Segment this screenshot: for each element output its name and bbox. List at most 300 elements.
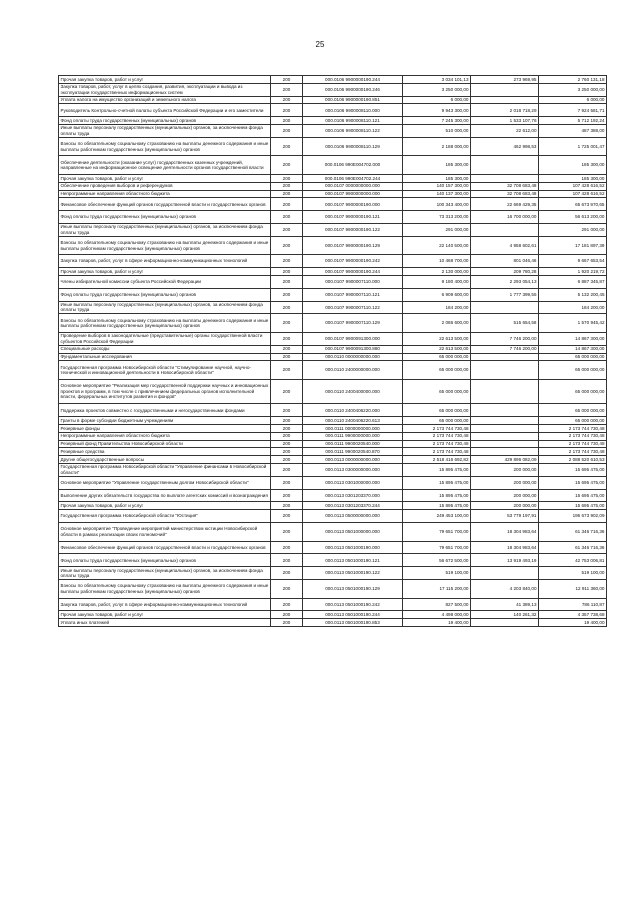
row-code-cell: 000.0107 9900000190.244 — [303, 268, 403, 276]
row-rest-cell: 6 000,00 — [539, 96, 607, 104]
table-row — [59, 489, 607, 502]
table-row — [59, 124, 607, 137]
row-name-cell: Основное мероприятие "Проведение мероприятий министерством юстиции Новосибирской области в рамках реализации своих полномочий" — [59, 522, 271, 541]
row-gr-cell: 200 — [271, 332, 303, 345]
table-row — [59, 611, 607, 619]
row-code-cell: 000.0107 9900000190.129 — [303, 236, 403, 255]
table-row — [59, 268, 607, 276]
row-code-cell: 000.0113 0501000190.000 — [303, 541, 403, 554]
row-rest-cell: 185 300,00 — [539, 174, 607, 182]
table-row — [59, 522, 607, 541]
row-code-cell: 000.0106 9900000190.244 — [303, 76, 403, 84]
row-rest-cell: 2 173 744 730,48 — [539, 440, 607, 448]
table-row — [59, 425, 607, 433]
row-code-cell: 000.0107 9900007110.129 — [303, 314, 403, 333]
row-gr-cell: 200 — [271, 314, 303, 333]
row-gr-cell: 200 — [271, 182, 303, 190]
row-exec-cell: 200 000,00 — [471, 489, 539, 502]
row-plan-cell: 2 086 600,00 — [403, 314, 471, 333]
row-rest-cell: 4 357 738,68 — [539, 611, 607, 619]
row-exec-cell — [471, 96, 539, 104]
row-rest-cell: 107 428 616,52 — [539, 182, 607, 190]
row-rest-cell: 5 712 192,24 — [539, 117, 607, 125]
row-name-cell: Уплата налога на имущество организаций и земельного налога — [59, 96, 271, 104]
row-plan-cell: 4 498 000,00 — [403, 611, 471, 619]
row-plan-cell: 827 500,00 — [403, 598, 471, 611]
row-code-cell: 000.0110 2400000000.000 — [303, 361, 403, 380]
row-code-cell: 000.0113 0301000000.000 — [303, 476, 403, 489]
row-code-cell: 000.0113 0501000190.244 — [303, 611, 403, 619]
row-rest-cell: 2 760 131,18 — [539, 76, 607, 84]
row-gr-cell: 200 — [271, 567, 303, 580]
row-exec-cell: 16 700 000,00 — [471, 211, 539, 224]
row-plan-cell: 15 895 475,00 — [403, 476, 471, 489]
row-exec-cell: 200 000,00 — [471, 502, 539, 510]
row-gr-cell: 200 — [271, 117, 303, 125]
row-exec-cell: 200 000,00 — [471, 476, 539, 489]
row-rest-cell: 15 695 475,00 — [539, 489, 607, 502]
row-rest-cell: 65 000 000,00 — [539, 379, 607, 404]
row-code-cell: 000.0107 9900000190.242 — [303, 255, 403, 268]
row-exec-cell: 13 919 493,19 — [471, 554, 539, 567]
row-rest-cell: 56 613 200,00 — [539, 211, 607, 224]
row-rest-cell: 2 173 744 730,48 — [539, 448, 607, 456]
row-code-cell: 000.0106 9900008110.121 — [303, 117, 403, 125]
row-exec-cell: 32 708 683,48 — [471, 182, 539, 190]
row-name-cell: Гранты в форме субсидии бюджетным учреждениям — [59, 417, 271, 425]
row-exec-cell: 462 998,53 — [471, 137, 539, 156]
row-code-cell: 000.0113 0501000190.129 — [303, 579, 403, 598]
table-row — [59, 137, 607, 156]
row-plan-cell: 22 140 500,00 — [403, 236, 471, 255]
row-gr-cell: 200 — [271, 156, 303, 175]
row-gr-cell: 200 — [271, 174, 303, 182]
row-plan-cell: 79 651 700,00 — [403, 522, 471, 541]
table-row — [59, 236, 607, 255]
row-gr-cell: 200 — [271, 137, 303, 156]
row-code-cell: 000.0106 9900000190.246 — [303, 83, 403, 96]
row-exec-cell — [471, 361, 539, 380]
row-exec-cell: 2 018 718,29 — [471, 104, 539, 117]
row-name-cell: Иные выплаты персоналу государственных (муниципальных) органов, за исключением фонда оплаты труда — [59, 567, 271, 580]
row-gr-cell: 200 — [271, 190, 303, 198]
row-rest-cell: 65 000 000,00 — [539, 417, 607, 425]
row-exec-cell: 18 304 983,64 — [471, 541, 539, 554]
row-plan-cell: 22 613 500,00 — [403, 332, 471, 345]
row-gr-cell: 200 — [271, 124, 303, 137]
row-name-cell: Прочая закупка товаров, работ и услуг — [59, 174, 271, 182]
page-number: 25 — [315, 40, 325, 49]
row-gr-cell: 200 — [271, 353, 303, 361]
row-rest-cell: 12 911 360,00 — [539, 579, 607, 598]
table-row — [59, 510, 607, 523]
row-name-cell: Иные выплаты персоналу государственных (муниципальных) органов, за исключением фонда оплаты труда — [59, 301, 271, 314]
row-plan-cell: 65 000 000,00 — [403, 361, 471, 380]
row-exec-cell: 429 896 082,09 — [471, 456, 539, 464]
row-plan-cell: 79 651 700,00 — [403, 541, 471, 554]
row-name-cell: Иные выплаты персоналу государственных (муниципальных) органов, за исключением фонда оплаты труда — [59, 223, 271, 236]
row-name-cell: Уплата иных платежей — [59, 619, 271, 627]
row-gr-cell: 200 — [271, 440, 303, 448]
row-name-cell: Резервный фонд Правительства Новосибирской области — [59, 440, 271, 448]
row-plan-cell: 140 137 300,00 — [403, 190, 471, 198]
row-rest-cell: 2 088 520 610,53 — [539, 456, 607, 464]
row-gr-cell: 200 — [271, 379, 303, 404]
row-exec-cell — [471, 567, 539, 580]
row-code-cell: 000.0113 0501000000.000 — [303, 522, 403, 541]
table-row — [59, 288, 607, 301]
row-code-cell: 000.0113 0301203370.244 — [303, 502, 403, 510]
row-code-cell: 000.0107 9900000000.000 — [303, 190, 403, 198]
row-rest-cell: 42 753 006,81 — [539, 554, 607, 567]
row-rest-cell: 3 250 000,00 — [539, 83, 607, 96]
row-exec-cell: 4 958 602,61 — [471, 236, 539, 255]
table-row — [59, 96, 607, 104]
row-code-cell: 000.0113 0501000190.853 — [303, 619, 403, 627]
row-gr-cell: 200 — [271, 275, 303, 288]
row-rest-cell: 184 200,00 — [539, 301, 607, 314]
row-name-cell: Фонд оплаты труда государственных (муниципальных) органов — [59, 211, 271, 224]
row-name-cell: Фундаментальные исследования — [59, 353, 271, 361]
row-gr-cell: 200 — [271, 611, 303, 619]
row-exec-cell: 801 046,46 — [471, 255, 539, 268]
row-name-cell: Взносы по обязательному социальному страхованию на выплаты денежного содержания и иные выплаты работникам государственных (муниципальных) органов — [59, 236, 271, 255]
row-plan-cell: 249 453 100,00 — [403, 510, 471, 523]
table-row — [59, 211, 607, 224]
row-code-cell: 000.0113 0301203370.000 — [303, 489, 403, 502]
row-exec-cell: 1 777 399,55 — [471, 288, 539, 301]
table-row — [59, 404, 607, 417]
table-row — [59, 456, 607, 464]
row-rest-cell: 1 920 219,72 — [539, 268, 607, 276]
row-exec-cell — [471, 379, 539, 404]
row-plan-cell: 17 115 200,00 — [403, 579, 471, 598]
row-plan-cell: 65 000 000,00 — [403, 404, 471, 417]
row-name-cell: Другие общегосударственные вопросы — [59, 456, 271, 464]
row-name-cell: Поддержка проектов совместно с государственными и негосударственными фондами — [59, 404, 271, 417]
row-code-cell: 000.0113 0501000190.242 — [303, 598, 403, 611]
row-exec-cell — [471, 440, 539, 448]
row-name-cell: Специальные расходы — [59, 345, 271, 353]
table-row — [59, 432, 607, 440]
row-gr-cell: 200 — [271, 579, 303, 598]
row-code-cell: 000.0107 9900000190.121 — [303, 211, 403, 224]
row-code-cell: 000.0111 9900000000.000 — [303, 432, 403, 440]
row-name-cell: Взносы по обязательному социальному страхованию на выплаты денежного содержания и иные выплаты работникам государственных (муниципальных) органов — [59, 137, 271, 156]
row-rest-cell: 15 695 475,00 — [539, 476, 607, 489]
row-code-cell: 000.0107 9900000190.000 — [303, 198, 403, 211]
table-row — [59, 156, 607, 175]
row-code-cell: 000.0113 0501000190.122 — [303, 567, 403, 580]
table-row — [59, 76, 607, 84]
row-gr-cell: 200 — [271, 268, 303, 276]
row-rest-cell: 185 300,00 — [539, 156, 607, 175]
row-gr-cell: 200 — [271, 619, 303, 627]
row-gr-cell: 200 — [271, 463, 303, 476]
row-code-cell: 000.0111 9900020540.870 — [303, 448, 403, 456]
table-row — [59, 476, 607, 489]
table-row — [59, 448, 607, 456]
row-name-cell: Резервные фонды — [59, 425, 271, 433]
row-plan-cell: 65 000 000,00 — [403, 417, 471, 425]
row-plan-cell: 10 468 700,00 — [403, 255, 471, 268]
row-gr-cell: 200 — [271, 432, 303, 440]
row-gr-cell: 200 — [271, 456, 303, 464]
row-rest-cell: 65 000 000,00 — [539, 353, 607, 361]
row-code-cell: 000.0107 9900091300.880 — [303, 345, 403, 353]
row-gr-cell: 200 — [271, 236, 303, 255]
row-name-cell: Непрограммные направления областного бюджета — [59, 432, 271, 440]
row-plan-cell: 15 895 475,00 — [403, 463, 471, 476]
row-plan-cell: 2 173 744 730,48 — [403, 425, 471, 433]
row-gr-cell: 200 — [271, 476, 303, 489]
row-code-cell: 000.0107 9900007110.000 — [303, 275, 403, 288]
table-row — [59, 579, 607, 598]
table-row — [59, 255, 607, 268]
row-exec-cell: 209 780,28 — [471, 268, 539, 276]
row-exec-cell: 53 779 197,91 — [471, 510, 539, 523]
row-code-cell: 000.0111 9900020540.000 — [303, 440, 403, 448]
table-row — [59, 275, 607, 288]
table-row — [59, 619, 607, 627]
table-row — [59, 361, 607, 380]
row-name-cell: Руководитель Контрольно-счетной палаты субъекта Российской Федерации и его заместители — [59, 104, 271, 117]
row-code-cell: 000.0106 9900008110.129 — [303, 137, 403, 156]
row-plan-cell: 65 000 000,00 — [403, 353, 471, 361]
row-gr-cell: 200 — [271, 211, 303, 224]
row-code-cell: 000.0107 9900007110.122 — [303, 301, 403, 314]
row-exec-cell — [471, 353, 539, 361]
table-row — [59, 117, 607, 125]
row-rest-cell: 19 400,00 — [539, 619, 607, 627]
row-rest-cell: 7 924 581,71 — [539, 104, 607, 117]
row-plan-cell: 3 250 000,00 — [403, 83, 471, 96]
row-rest-cell: 65 000 000,00 — [539, 404, 607, 417]
table-row — [59, 502, 607, 510]
row-rest-cell: 291 000,00 — [539, 223, 607, 236]
row-exec-cell: 41 389,13 — [471, 598, 539, 611]
row-plan-cell: 6 000,00 — [403, 96, 471, 104]
row-plan-cell: 73 313 200,00 — [403, 211, 471, 224]
row-exec-cell: 7 746 200,00 — [471, 345, 539, 353]
row-name-cell: Закупка товаров, работ, услуг в сфере информационно-коммуникационных технологий — [59, 598, 271, 611]
row-rest-cell: 61 346 716,36 — [539, 541, 607, 554]
row-exec-cell — [471, 174, 539, 182]
table-row — [59, 345, 607, 353]
row-plan-cell: 510 000,00 — [403, 124, 471, 137]
row-code-cell: 000.0106 990Е004702.244 — [303, 174, 403, 182]
row-rest-cell: 5 132 200,45 — [539, 288, 607, 301]
row-plan-cell: 6 909 600,00 — [403, 288, 471, 301]
row-code-cell: 000.0113 0000000000.000 — [303, 456, 403, 464]
row-exec-cell: 200 000,00 — [471, 463, 539, 476]
row-code-cell: 000.0110 2400406220.613 — [303, 417, 403, 425]
row-name-cell: Иные выплаты персоналу государственных (муниципальных) органов, за исключением фонда оплаты труда — [59, 124, 271, 137]
row-gr-cell: 200 — [271, 288, 303, 301]
row-name-cell: Проведение выборов в законодательные (представительные) органы государственной власти субъектов Российской Федерации — [59, 332, 271, 345]
row-name-cell: Основное мероприятие "Управление государственным долгом Новосибирской области" — [59, 476, 271, 489]
row-gr-cell: 200 — [271, 489, 303, 502]
table-row — [59, 198, 607, 211]
row-gr-cell: 200 — [271, 104, 303, 117]
row-plan-cell: 2 173 744 730,48 — [403, 440, 471, 448]
table-row — [59, 301, 607, 314]
row-code-cell: 000.0113 0500000000.000 — [303, 510, 403, 523]
row-plan-cell: 15 895 475,00 — [403, 489, 471, 502]
row-plan-cell: 185 300,00 — [403, 156, 471, 175]
row-exec-cell: 22 612,00 — [471, 124, 539, 137]
row-code-cell: 000.0106 9900008110.000 — [303, 104, 403, 117]
table-row — [59, 567, 607, 580]
table-row — [59, 598, 607, 611]
row-rest-cell: 6 887 345,87 — [539, 275, 607, 288]
row-rest-cell: 15 695 475,00 — [539, 463, 607, 476]
row-gr-cell: 200 — [271, 76, 303, 84]
row-name-cell: Закупка товаров, работ, услуг в сфере информационно-коммуникационных технологий — [59, 255, 271, 268]
row-code-cell: 000.0107 9900007110.121 — [303, 288, 403, 301]
row-code-cell: 000.0106 9900008110.122 — [303, 124, 403, 137]
row-plan-cell: 291 000,00 — [403, 223, 471, 236]
row-rest-cell: 1 725 001,47 — [539, 137, 607, 156]
row-gr-cell: 200 — [271, 198, 303, 211]
row-exec-cell — [471, 425, 539, 433]
row-name-cell: Прочая закупка товаров, работ и услуг — [59, 268, 271, 276]
row-gr-cell: 200 — [271, 522, 303, 541]
row-gr-cell: 200 — [271, 425, 303, 433]
row-exec-cell — [471, 223, 539, 236]
row-exec-cell — [471, 432, 539, 440]
row-exec-cell: 273 969,95 — [471, 76, 539, 84]
row-exec-cell: 22 669 429,35 — [471, 198, 539, 211]
row-exec-cell — [471, 619, 539, 627]
row-name-cell: Фонд оплаты труда государственных (муниципальных) органов — [59, 288, 271, 301]
row-name-cell: Фонд оплаты труда государственных (муниципальных) органов — [59, 117, 271, 125]
row-gr-cell: 200 — [271, 361, 303, 380]
row-exec-cell — [471, 156, 539, 175]
row-gr-cell: 200 — [271, 223, 303, 236]
row-name-cell: Государственная программа Новосибирской области "Стимулирование научной, научно-технической и инновационной деятельности в Новосибирской области" — [59, 361, 271, 380]
row-code-cell: 000.0111 0000000000.000 — [303, 425, 403, 433]
row-rest-cell: 15 695 475,00 — [539, 502, 607, 510]
row-rest-cell: 487 388,00 — [539, 124, 607, 137]
row-plan-cell: 65 000 000,00 — [403, 379, 471, 404]
row-name-cell: Резервные средства — [59, 448, 271, 456]
row-gr-cell: 200 — [271, 448, 303, 456]
row-name-cell: Прочая закупка товаров, работ и услуг — [59, 502, 271, 510]
row-gr-cell: 200 — [271, 96, 303, 104]
row-plan-cell: 185 300,00 — [403, 174, 471, 182]
table-row — [59, 554, 607, 567]
row-name-cell: Прочая закупка товаров, работ и услуг — [59, 76, 271, 84]
row-name-cell: Взносы по обязательному социальному страхованию на выплаты денежного содержания и иные выплаты работникам государственных (муниципальных) органов — [59, 314, 271, 333]
table-row — [59, 174, 607, 182]
row-gr-cell: 200 — [271, 345, 303, 353]
table-row — [59, 83, 607, 96]
row-rest-cell: 519 100,00 — [539, 567, 607, 580]
row-exec-cell: 18 304 983,64 — [471, 522, 539, 541]
row-exec-cell: 140 261,32 — [471, 611, 539, 619]
row-plan-cell: 15 895 475,00 — [403, 502, 471, 510]
table-row — [59, 379, 607, 404]
row-name-cell: Закупка товаров, работ, услуг в целях создания, развития, эксплуатации и вывода из эксплуатации государственных информационных систем — [59, 83, 271, 96]
table-row — [59, 182, 607, 190]
table-row — [59, 104, 607, 117]
row-exec-cell — [471, 448, 539, 456]
row-plan-cell: 2 188 000,00 — [403, 137, 471, 156]
table-row — [59, 190, 607, 198]
row-code-cell: 000.0107 0000000000.000 — [303, 182, 403, 190]
row-gr-cell: 200 — [271, 404, 303, 417]
row-exec-cell — [471, 301, 539, 314]
row-name-cell: Обеспечение проведения выборов и референдумов — [59, 182, 271, 190]
row-rest-cell: 2 173 744 730,48 — [539, 432, 607, 440]
table-row — [59, 314, 607, 333]
row-rest-cell: 1 570 945,42 — [539, 314, 607, 333]
row-plan-cell: 9 943 300,00 — [403, 104, 471, 117]
row-name-cell: Выполнение других обязательств государства по выплате агентских комиссий и вознаграждения — [59, 489, 271, 502]
row-rest-cell: 786 110,87 — [539, 598, 607, 611]
row-code-cell: 000.0110 2400400000.000 — [303, 379, 403, 404]
row-plan-cell: 3 034 101,13 — [403, 76, 471, 84]
budget-table — [58, 75, 607, 627]
row-name-cell: Члены избирательной комиссии субъекта Российской Федерации — [59, 275, 271, 288]
table-row — [59, 353, 607, 361]
table-row — [59, 332, 607, 345]
row-code-cell: 000.0107 9900000190.122 — [303, 223, 403, 236]
row-rest-cell: 65 673 970,65 — [539, 198, 607, 211]
row-code-cell: 000.0110 2400406220.000 — [303, 404, 403, 417]
row-rest-cell: 61 346 716,36 — [539, 522, 607, 541]
row-code-cell: 000.0110 0000000000.000 — [303, 353, 403, 361]
row-gr-cell: 200 — [271, 417, 303, 425]
row-name-cell: Государственная программа Новосибирской области "Управление финансами в Новосибирской области" — [59, 463, 271, 476]
row-rest-cell: 195 673 902,09 — [539, 510, 607, 523]
row-rest-cell: 9 667 653,54 — [539, 255, 607, 268]
row-name-cell: Государственная программа Новосибирской области "Юстиция" — [59, 510, 271, 523]
row-name-cell: Взносы по обязательному социальному страхованию на выплаты денежного содержания и иные выплаты работникам государственных (муниципальных) органов — [59, 579, 271, 598]
row-exec-cell — [471, 83, 539, 96]
row-name-cell: Основное мероприятие "Реализация мер государственной поддержки научных и инновационных проектов и программ, в том числе с привлечением федеральных органов исполнительной власти, федеральных институтов развития и фондов" — [59, 379, 271, 404]
row-plan-cell: 56 672 500,00 — [403, 554, 471, 567]
row-gr-cell: 200 — [271, 510, 303, 523]
budget-table-container — [58, 75, 605, 627]
row-code-cell: 000.0106 990Е004702.000 — [303, 156, 403, 175]
row-exec-cell: 2 293 054,13 — [471, 275, 539, 288]
row-gr-cell: 200 — [271, 255, 303, 268]
row-plan-cell: 2 130 000,00 — [403, 268, 471, 276]
row-plan-cell: 184 200,00 — [403, 301, 471, 314]
row-plan-cell: 19 400,00 — [403, 619, 471, 627]
row-plan-cell: 22 613 500,00 — [403, 345, 471, 353]
row-gr-cell: 200 — [271, 541, 303, 554]
row-name-cell: Фонд оплаты труда государственных (муниципальных) органов — [59, 554, 271, 567]
table-row — [59, 417, 607, 425]
row-plan-cell: 100 343 400,00 — [403, 198, 471, 211]
row-gr-cell: 200 — [271, 301, 303, 314]
row-code-cell: 000.0107 9900091300.000 — [303, 332, 403, 345]
row-rest-cell: 14 867 300,00 — [539, 345, 607, 353]
row-plan-cell: 140 157 300,00 — [403, 182, 471, 190]
row-code-cell: 000.0106 9900000190.851 — [303, 96, 403, 104]
row-name-cell: Обеспечение деятельности (оказание услуг) государственных казенных учреждений, направленные на информационное освещение деятельности органов государственной власти — [59, 156, 271, 175]
row-exec-cell — [471, 404, 539, 417]
row-rest-cell: 65 000 000,00 — [539, 361, 607, 380]
table-row — [59, 223, 607, 236]
row-gr-cell: 200 — [271, 83, 303, 96]
row-gr-cell: 200 — [271, 598, 303, 611]
row-plan-cell: 2 173 744 730,48 — [403, 448, 471, 456]
row-plan-cell: 2 173 744 730,48 — [403, 432, 471, 440]
